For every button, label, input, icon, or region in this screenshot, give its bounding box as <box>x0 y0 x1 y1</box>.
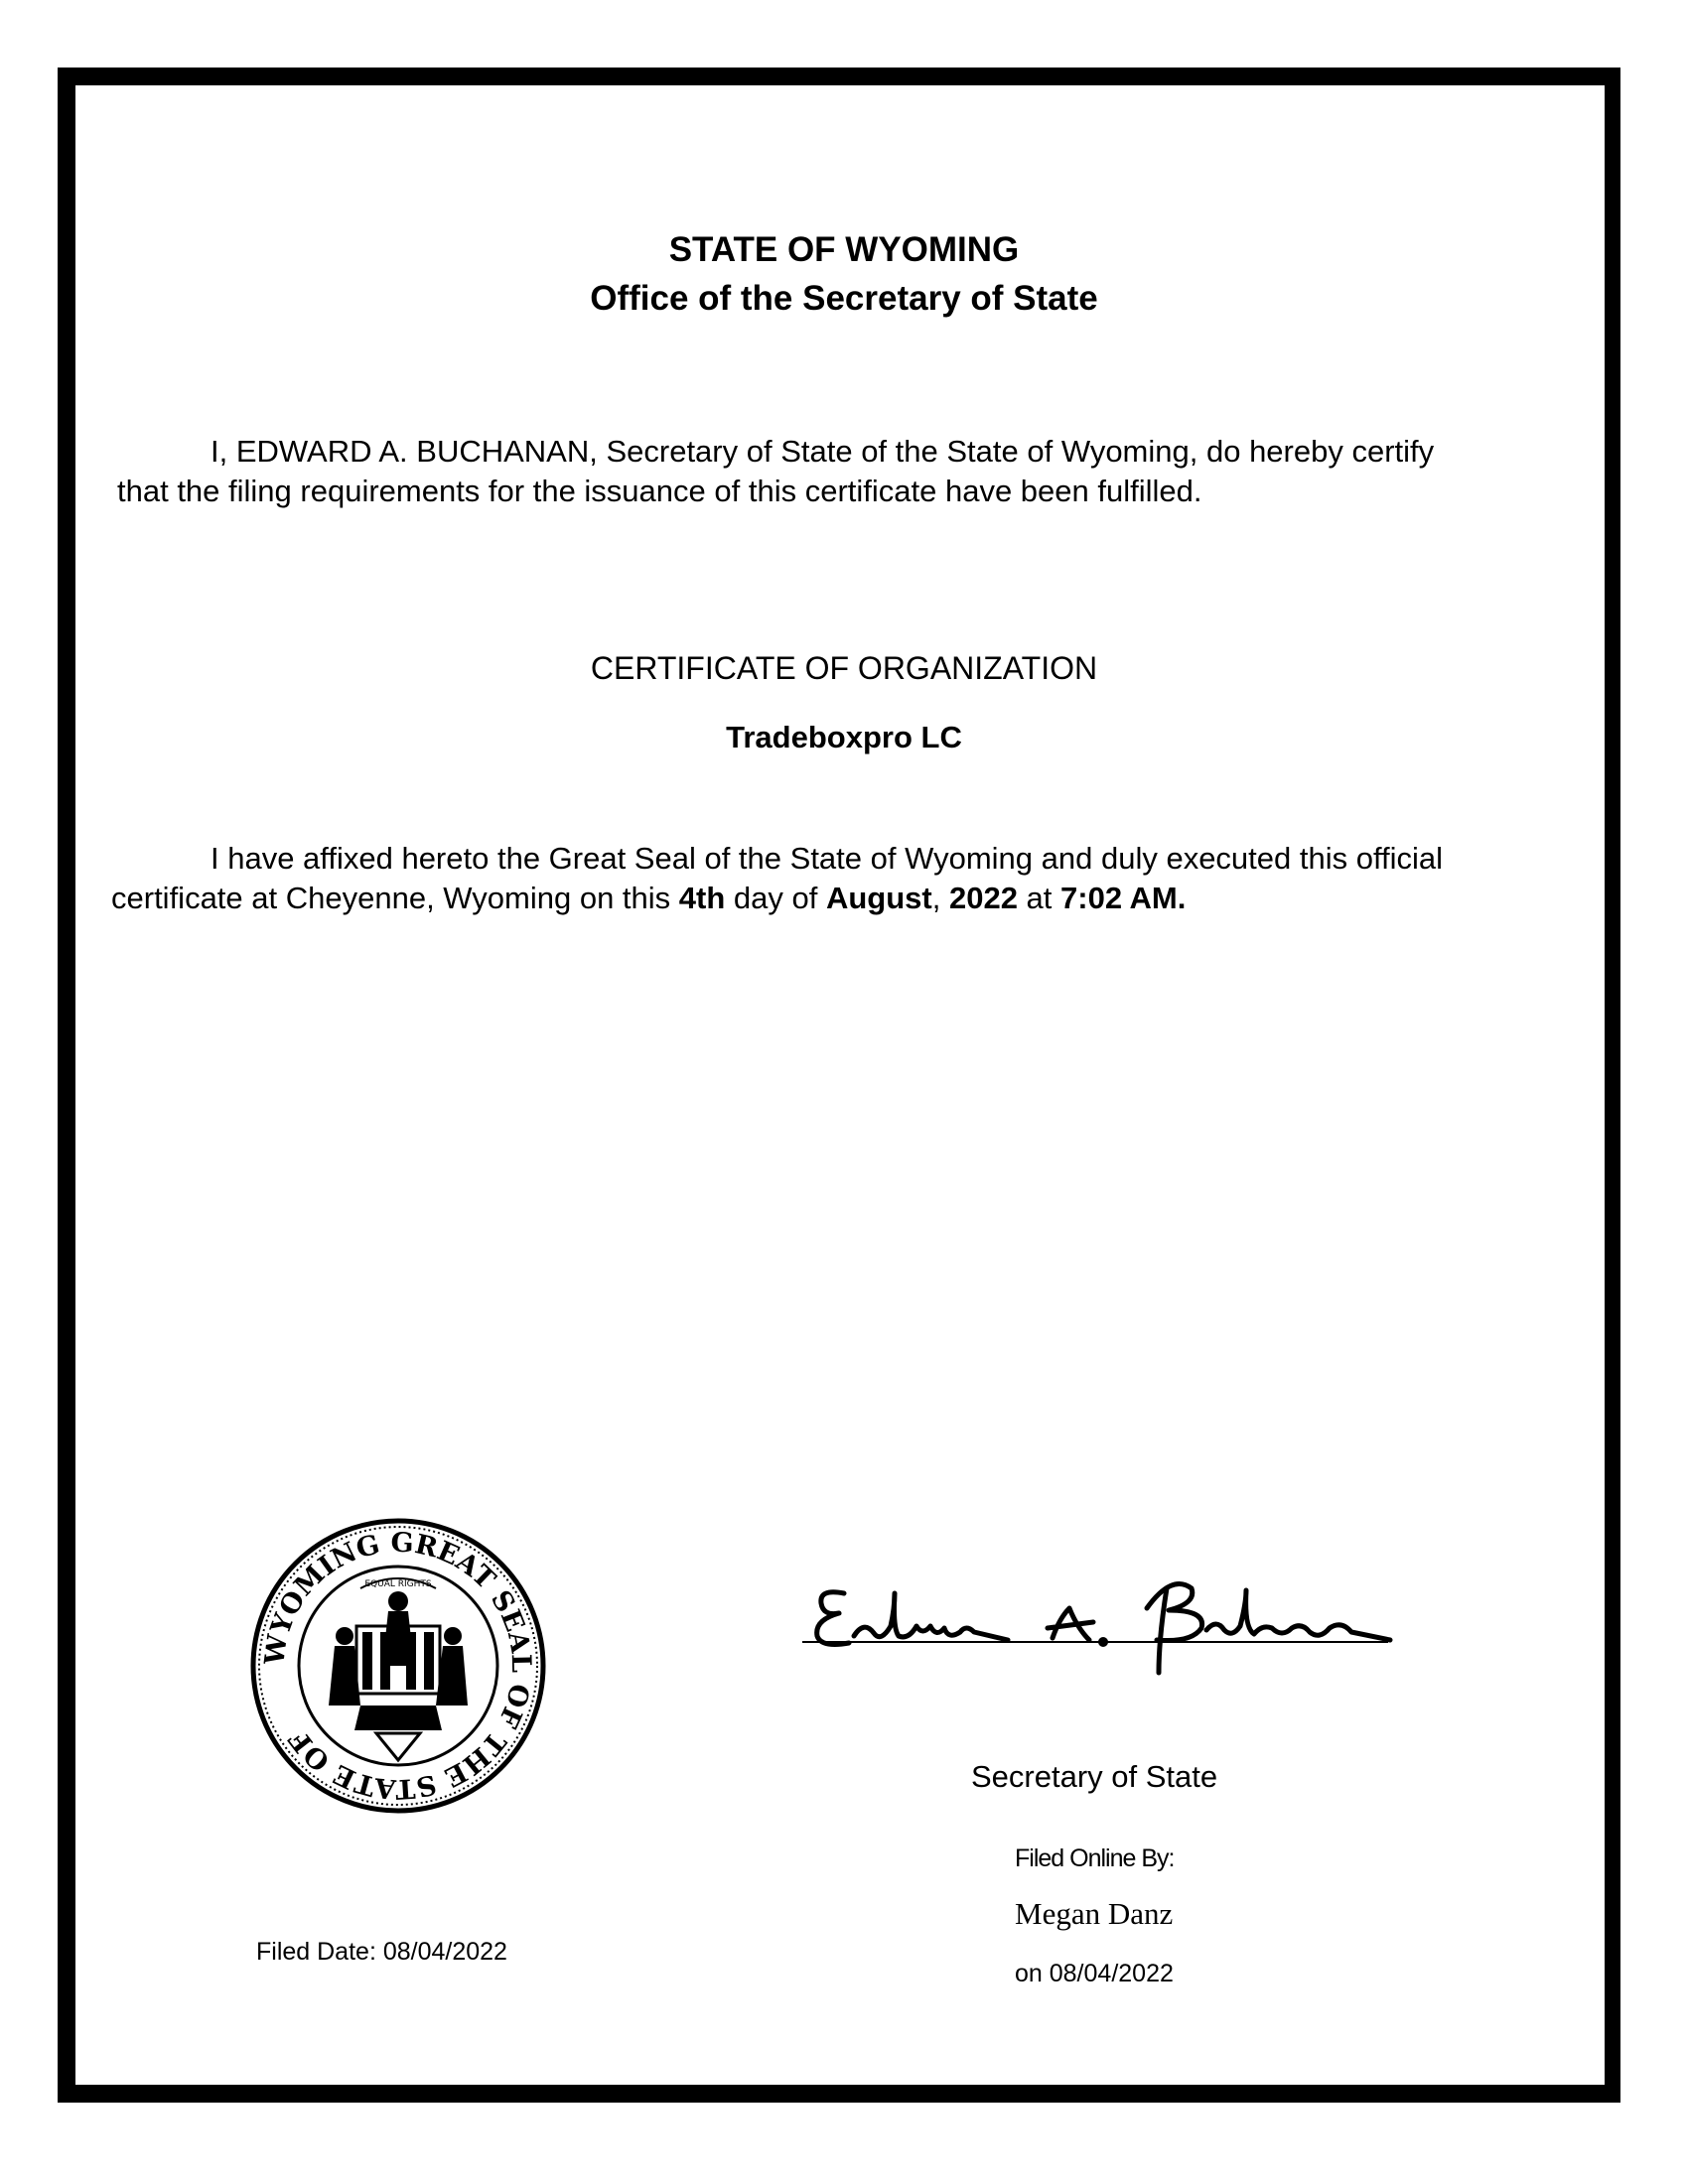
execution-line-2 <box>111 879 1186 918</box>
company-name: Tradeboxpro LC <box>726 720 962 754</box>
certificate-type: CERTIFICATE OF ORGANIZATION <box>590 650 1098 686</box>
execution-at: at <box>1017 881 1061 915</box>
filed-online-by-label: Filed Online By: <box>1015 1844 1175 1872</box>
certification-line-2: that the filing requirements for the issuance of this certificate have been fulfilled. <box>117 474 1202 508</box>
execution-comma: , <box>931 881 949 915</box>
filed-on-date: on 08/04/2022 <box>1015 1960 1174 1987</box>
signature-line <box>802 1641 1388 1643</box>
execution-day-of: day of <box>725 881 826 915</box>
signature-icon <box>799 1549 1395 1678</box>
execution-line-1: I have affixed hereto the Great Seal of the State of Wyoming and duly executed this official <box>211 841 1444 876</box>
execution-time: 7:02 AM. <box>1060 881 1187 915</box>
great-seal-icon <box>249 1517 547 1815</box>
filer-name: Megan Danz <box>1015 1896 1174 1931</box>
execution-prefix: certificate at Cheyenne, Wyoming on this <box>111 881 679 915</box>
seal-ring-text: WYOMING GREAT SEAL OF THE STATE OF <box>259 1527 537 1805</box>
office-heading: Office of the Secretary of State <box>590 279 1098 318</box>
execution-day: 4th <box>678 881 726 915</box>
seal-banner-text: EQUAL RIGHTS <box>364 1579 432 1589</box>
state-heading: STATE OF WYOMING <box>668 230 1020 269</box>
signer-title: Secretary of State <box>971 1759 1218 1794</box>
filed-date: Filed Date: 08/04/2022 <box>256 1938 507 1966</box>
execution-month: August <box>825 881 932 915</box>
execution-year: 2022 <box>948 881 1018 915</box>
certification-line-1: I, EDWARD A. BUCHANAN, Secretary of State of the State of Wyoming, do hereby certify <box>211 434 1435 469</box>
